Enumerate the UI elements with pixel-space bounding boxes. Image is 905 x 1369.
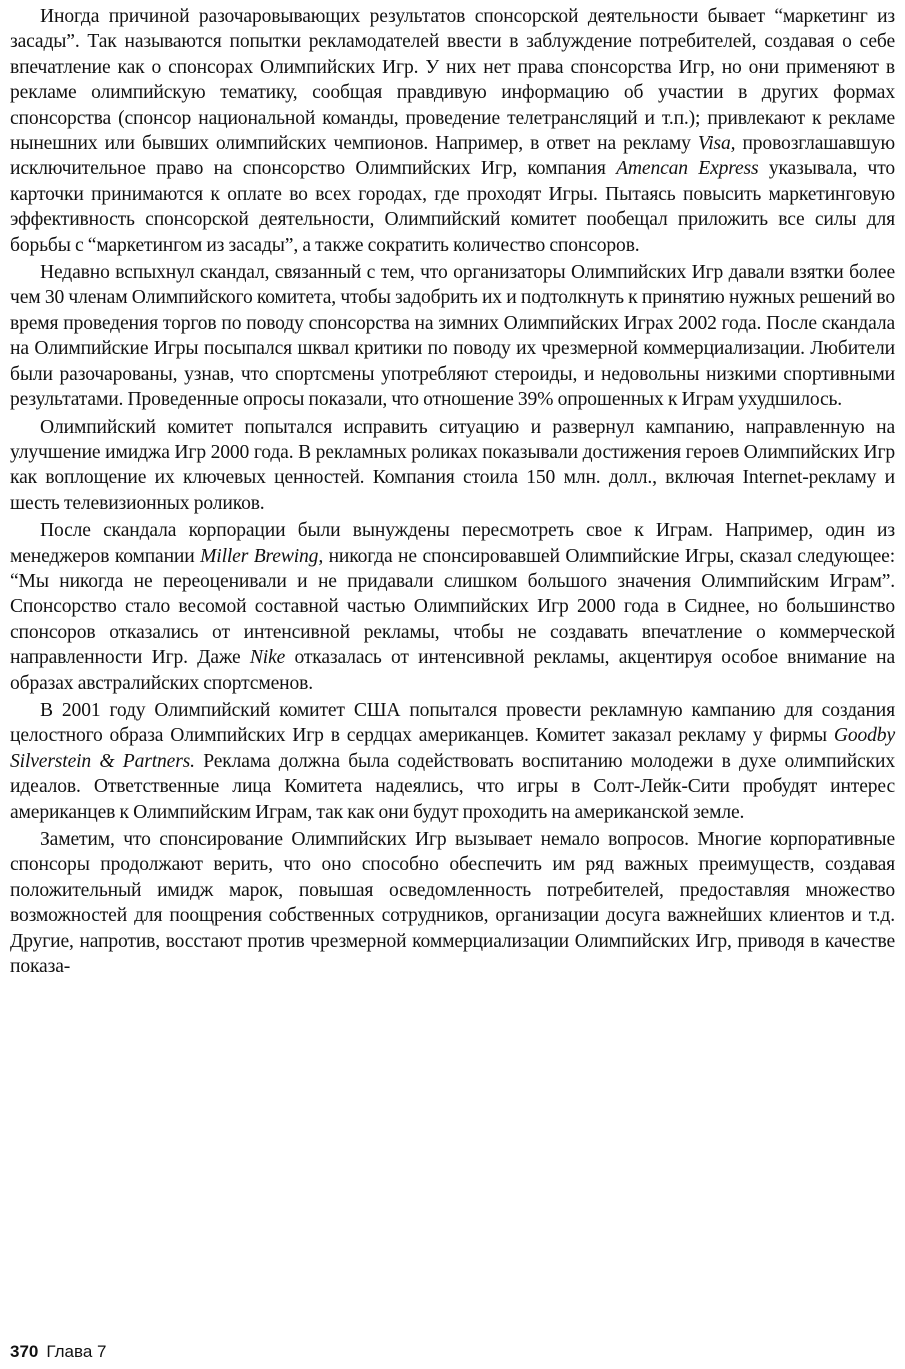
text-run: В 2001 году Олимпийский комитет США попытался провести рекламную кампанию для создания целостного образа Олимпийских Игр в сердцах американцев. Комитет заказал рекламу у фирмы xyxy=(10,699,895,747)
italic-term: Goodby Silverstein & Partners. xyxy=(10,725,895,772)
text-run: никогда не спонсировавшей Олимпийские Игры, сказал следующее: “Мы никогда не переоценивали и не придавали слишком большого значения Олимпийским Играм”. Спонсорство стало весомой составной частью Олимпийских Игр 2000 года в Сиднее, но большинство спонсоров отказались от интенсивной рекламы, чтобы не создавать впечатление о коммерческой направленности Игр. Даже xyxy=(10,545,895,669)
text-run: Реклама должна была содействовать воспитанию молодежи в духе олимпийских идеалов. Ответственные лица Комитета надеялись, что игры в Солт-Лейк-Сити пробудят интерес американцев к Олимпийским Играм, так как они будут проходить на американской земле. xyxy=(10,750,895,823)
paragraph-5 xyxy=(10,698,895,825)
paragraph-1 xyxy=(10,4,895,258)
text-run: Недавно вспыхнул скандал, связанный с тем, что организаторы Олимпийских Игр давали взятки более чем 30 членам Олимпийского комитета, чтобы задобрить их и подтолкнуть к принятию нужных решений во время проведения торгов по поводу спонсорства на зимних Олимпийских Играх 2002 года. После скандала на Олимпийские Игры посыпался шквал критики по поводу их чрезмерной коммерциализации. Любители были разочарованы, узнав, что спортсмены употребляют стероиды, и недовольны низкими спортивными результатами. Проведенные опросы показали, что отношение 39% опрошенных к Играм ухудшилось. xyxy=(10,262,895,411)
italic-term: Amencan Express xyxy=(616,158,759,180)
chapter-label: Глава 7 xyxy=(46,1342,107,1361)
italic-term: Miller Brewing, xyxy=(200,545,324,567)
text-run: Олимпийский комитет попытался исправить ситуацию и развернул кампанию, направленную на улучшение имиджа Игр 2000 года. В рекламных роликах показывали достижения героев Олимпийских Игр как воплощение их ключевых ценностей. Компания стоила 150 млн. долл., включая Internet-рекламу и шесть телевизионных роликов. xyxy=(10,416,895,514)
paragraph-6 xyxy=(10,827,895,979)
italic-term: Nike xyxy=(249,647,286,669)
paragraph-2 xyxy=(10,260,895,412)
page-body xyxy=(10,4,895,979)
text-run: отказалась от интенсивной рекламы, акцентируя особое внимание на образах австралийских спортсменов. xyxy=(10,647,895,694)
paragraph-3 xyxy=(10,415,895,517)
italic-term: Visa, xyxy=(697,133,736,155)
text-run: провозглашавшую исключительное право на спонсорство Олимпийских Игр, компания xyxy=(10,133,896,180)
text-run: Заметим, что спонсирование Олимпийских Игр вызывает немало вопросов. Многие корпоративные спонсоры продолжают верить, что оно способно обеспечить им ряд важных преимуществ, создавая положительный имидж марок, повышая осведомленность потребителей, предоставляя множество возможностей для поощрения собственных сотрудников, организации досуга важнейших клиентов и т.д. Другие, напротив, восстают против чрезмерной коммерциализации Олимпийских Игр, приводя в качестве показа- xyxy=(10,829,895,978)
text-run: Иногда причиной разочаровывающих результатов спонсорской деятельности бывает “маркетинг из засады”. Так называются попытки рекламодателей ввести в заблуждение потребителей, создавая о себе впечатление как о спонсорах Олимпийских Игр. У них нет права спонсорства Игр, но они применяют в рекламе олимпийскую тематику, сообщая правдивую информацию об участии в других формах спонсорства (спонсор национальной команды, проведение телетрансляций и т.п.); привлекают к рекламе нынешних или бывших олимпийских чемпионов. Например, в ответ на рекламу xyxy=(10,6,895,155)
text-run: После скандала корпорации были вынуждены пересмотреть свое к Играм. Например, один из менеджеров компании xyxy=(10,520,895,567)
page-number: 370 xyxy=(10,1342,39,1361)
paragraph-4 xyxy=(10,518,895,696)
text-run: указывала, что карточки принимаются к оплате во всех городах, где проходят Игры. Пытаясь повысить маркетинговую эффективность спонсорской деятельности, Олимпийский комитет пообещал приложить все силы для борьбы с “маркетингом из засады”, а также сократить количество спонсоров. xyxy=(10,158,896,256)
page-footer xyxy=(10,1342,106,1362)
